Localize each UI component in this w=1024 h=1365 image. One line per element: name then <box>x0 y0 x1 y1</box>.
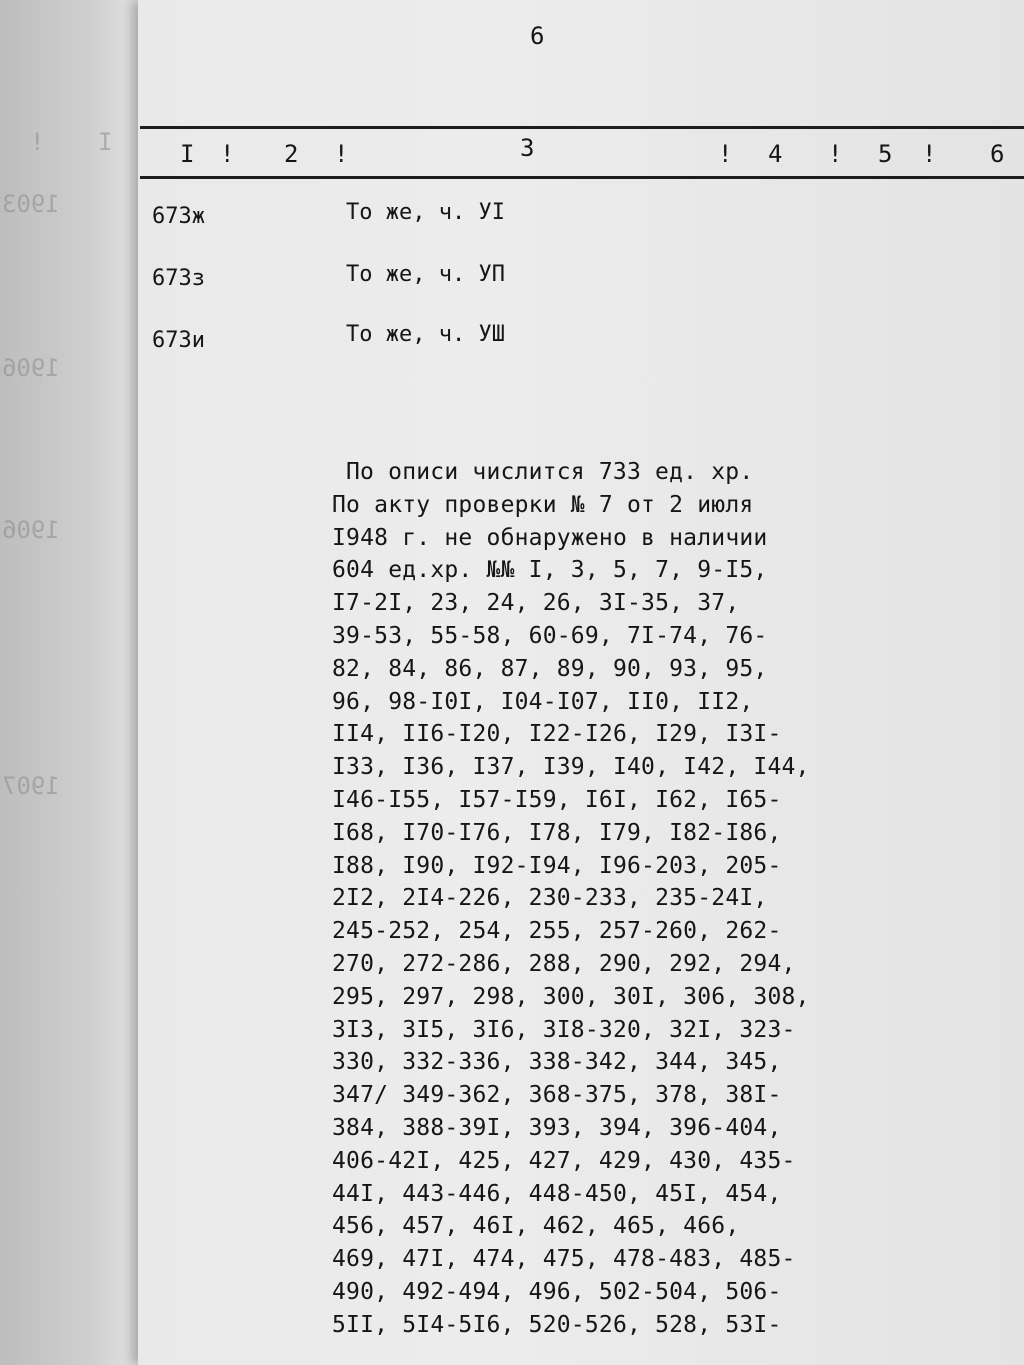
note-line: 604 ед.хр. №№ I, 3, 5, 7, 9-I5, <box>332 557 768 584</box>
facing-page-year: 1907 <box>2 772 60 800</box>
facing-page-mark: I <box>98 128 113 156</box>
note-line: 295, 297, 298, 300, 30I, 306, 308, <box>332 983 810 1010</box>
note-line: 5II, 5I4-5I6, 520-526, 528, 53I- <box>332 1311 782 1338</box>
header-separator: ! <box>220 140 235 168</box>
note-line: I948 г. не обнаружено в наличии <box>332 524 768 551</box>
entry-description: То же, ч. УШ <box>346 322 505 347</box>
facing-page-edge <box>0 0 150 1365</box>
entry-number: 673и <box>152 328 205 353</box>
note-line: II4, II6-I20, I22-I26, I29, I3I- <box>332 721 782 748</box>
note-line: 347/ 349-362, 368-375, 378, 38I- <box>332 1082 782 1109</box>
note-line: 406-42I, 425, 427, 429, 430, 435- <box>332 1147 796 1174</box>
note-line: 490, 492-494, 496, 502-504, 506- <box>332 1278 782 1305</box>
note-line: По описи числится 733 ед. хр. <box>346 459 754 485</box>
header-separator: ! <box>922 140 937 168</box>
note-line: 330, 332-336, 338-342, 344, 345, <box>332 1049 782 1076</box>
header-col-6: 6 <box>990 140 1005 168</box>
note-line: По акту проверки № 7 от 2 июля <box>332 491 754 518</box>
entry-number: 673з <box>152 266 205 291</box>
header-col-1: I <box>180 140 195 168</box>
document-page <box>138 0 1024 1365</box>
header-col-3: 3 <box>520 134 535 162</box>
note-line: 245-252, 254, 255, 257-260, 262- <box>332 918 782 945</box>
note-line: I46-I55, I57-I59, I6I, I62, I65- <box>332 786 782 813</box>
header-col-4: 4 <box>768 140 783 168</box>
entry-description: То же, ч. УП <box>346 262 505 287</box>
entry-description: То же, ч. УI <box>346 200 505 225</box>
facing-page-year: 1903 <box>2 190 60 218</box>
note-line: I33, I36, I37, I39, I40, I42, I44, <box>332 754 810 781</box>
note-line: I7-2I, 23, 24, 26, 3I-35, 37, <box>332 590 740 617</box>
inventory-note <box>332 456 852 1342</box>
header-separator: ! <box>718 140 733 168</box>
note-line: 3I3, 3I5, 3I6, 3I8-320, 32I, 323- <box>332 1016 796 1043</box>
entry-number: 673ж <box>152 204 205 229</box>
note-line: I68, I70-I76, I78, I79, I82-I86, <box>332 819 782 846</box>
note-line: 469, 47I, 474, 475, 478-483, 485- <box>332 1246 796 1273</box>
note-line: 456, 457, 46I, 462, 465, 466, <box>332 1213 740 1240</box>
note-line: 44I, 443-446, 448-450, 45I, 454, <box>332 1180 782 1207</box>
note-line: 39-53, 55-58, 60-69, 7I-74, 76- <box>332 622 768 649</box>
facing-page-mark: ! <box>30 128 45 156</box>
header-col-2: 2 <box>284 140 299 168</box>
page-number: 6 <box>530 22 545 50</box>
note-line: I88, I90, I92-I94, I96-203, 205- <box>332 852 782 879</box>
header-col-5: 5 <box>878 140 893 168</box>
note-line: 270, 272-286, 288, 290, 292, 294, <box>332 950 796 977</box>
note-line: 82, 84, 86, 87, 89, 90, 93, 95, <box>332 655 768 682</box>
note-line: 2I2, 2I4-226, 230-233, 235-24I, <box>332 885 768 912</box>
header-separator: ! <box>828 140 843 168</box>
header-separator: ! <box>334 140 349 168</box>
table-header-top-rule <box>140 126 1024 129</box>
note-line: 384, 388-39I, 393, 394, 396-404, <box>332 1114 782 1141</box>
facing-page-year: 1906 <box>2 354 60 382</box>
table-header-bottom-rule <box>140 176 1024 179</box>
facing-page-year: 1906 <box>2 516 60 544</box>
note-line: 96, 98-I0I, I04-I07, II0, II2, <box>332 688 754 715</box>
